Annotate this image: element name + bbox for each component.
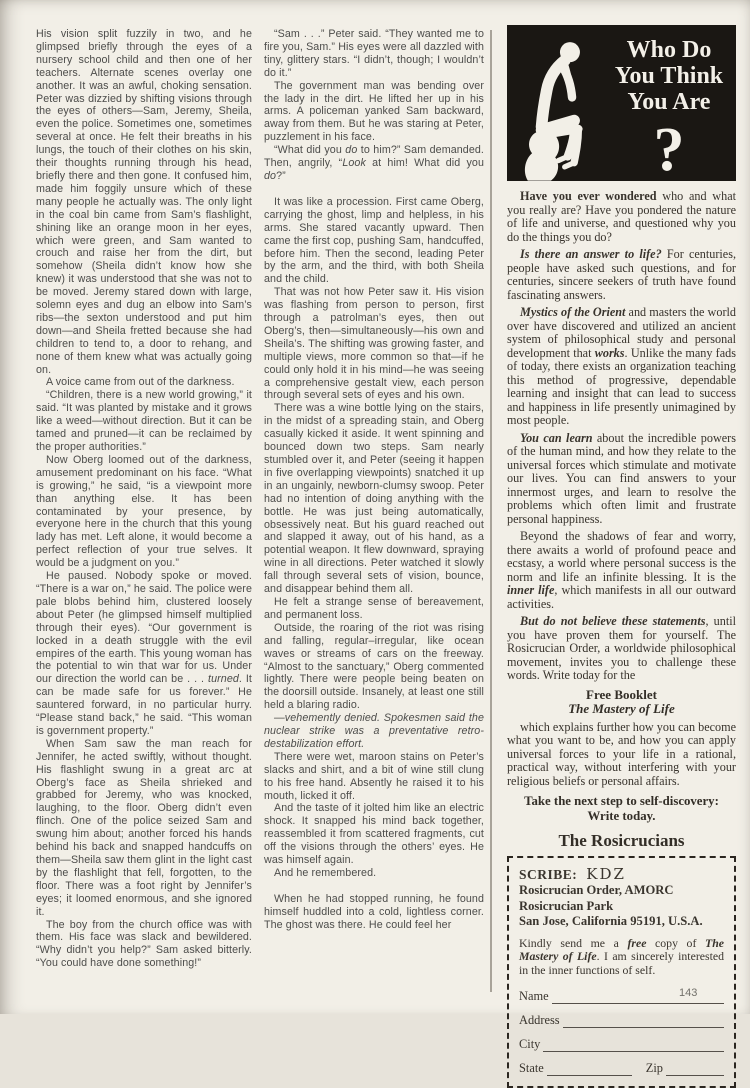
free-booklet-heading xyxy=(507,688,736,717)
ad-paragraph: Mystics of the Orient and masters the world over have discovered and utilized an ancient system of philosophical study and personal development that works. Unlike the many fads of today, there exists an organization teaching this method of progressive, dependable learning and insight that can lead to success and happiness in life presently unimagined by most people. xyxy=(507,305,736,427)
ad-paragraph: You can learn about the incredible powers of the human mind, and how they relate to the universal forces which stimulate and motivate our lives. You can find answers to your innermost urges, and learn to resolve the problems which often limit and frustrate personal happiness. xyxy=(507,430,736,526)
city-blank-line xyxy=(543,1038,724,1052)
ad-headline-line2: You Think xyxy=(614,63,724,89)
story-paragraph: It was like a procession. First came Oberg, carrying the ghost, limp and helpless, in his arms. She stared vacantly upward. Then came the first cop, pushing Sam, handcuffed, before him. Then the second, leading Peter by the arm, and the third, with both Sheila and the child. xyxy=(264,195,484,286)
address-label: Address xyxy=(519,1013,560,1028)
coupon-address-line: Rosicrucian Order, AMORC xyxy=(519,883,674,897)
story-column-left xyxy=(36,28,252,970)
story-paragraph: There were wet, maroon stains on Peter’s slacks and shirt, and a bit of wine still clung to his free hand. Absently he raised it to his mouth, licked it off. xyxy=(264,750,484,802)
free-booklet-title: Free Booklet xyxy=(586,686,657,702)
booklet-description: which explains further how you can become what you want to be, and how you can apply universal forces to your life in a rational, practical way, without interfering with your religious beliefs or personal affairs. xyxy=(507,719,736,788)
thinker-head xyxy=(560,42,580,62)
ad-paragraph: Is there an answer to life? For centuries, people have asked such questions, and for centuries, sincere seekers of truth have found fascinating answers. xyxy=(507,247,737,302)
page-number: 143 xyxy=(679,987,698,999)
ad-body-text xyxy=(507,190,736,683)
free-booklet-name: The Mastery of Life xyxy=(568,701,675,716)
story-paragraph: He paused. Nobody spoke or moved. “There is a war on,” he said. The police were pale blobs behind him, clustered loosely about Peter (he glimpsed himself multiplied through their eyes). “Our government is locked in a death struggle with the evil empires of the earth. This young woman has the potential to win that war for us. Under our direction the world can be . . . turned. It can be made safe for us forever.” He sauntered forward, in no particular hurry. “Please stand back,” he said. “This woman is government property.” xyxy=(36,570,252,737)
story-paragraph: There was a wine bottle lying on the stairs, in the midst of a spreading stain, and Oberg casually kicked it aside. It went spinning and bounced down two steps. Sam nearly stumbled over it, and Peter (seeing it happen in five overlapping viewpoints) snatched it up in an ungainly, newborn-clumsy swoop. Peter had no intention of doing anything with the bottle. He was just being automatically, obsessively neat. But his guard reached out and slapped it away, out of his hand, as a potential weapon. It flew downward, spraying wine in all directions. Peter watched it slowly fall through several sets of vision, bounce, and disappear behind them all. xyxy=(264,402,484,596)
city-field-row xyxy=(519,1037,724,1052)
scribe-row xyxy=(519,865,724,883)
story-paragraph: —vehemently denied. Spokesmen said the nuclear strike was a preventative retro-destabilization effort. xyxy=(264,712,484,750)
coupon-address-block xyxy=(519,883,724,930)
scribe-code: KDZ xyxy=(586,865,626,883)
story-paragraph: That was not how Peter saw it. His vision was flashing from person to person, first through a patrolman’s eyes, then out Oberg’s, then—simultaneously—his own and Sheila’s. The shifting was growing faster, and multiple views, more common so that—if he could only hold it in his mind—he was seeing a comprehensive gestalt view, each person through several sets of eyes and his own. xyxy=(264,286,484,402)
zip-label: Zip xyxy=(645,1061,663,1076)
city-label: City xyxy=(519,1037,541,1052)
story-paragraph: “Children, there is a new world growing,” it said. “It was planted by mistake and it grows like a weed—without direction. But it can be tamed and pruned—it can be reclaimed by the proper authorities.” xyxy=(36,389,252,453)
story-paragraph: His vision split fuzzily in two, and he glimpsed briefly through the eyes of a nursery school child and then one of her teachers. Alternate scenes overlay one another. It was an awful, choking sensation. Peter was dizzied by shifting visions through the eyes of others—Sam, Jeremy, Sheila, even the police. Sometimes one, sometimes several at once. He felt their breaths in his lungs, the touch of their clothes on his skin, their thoughts running through his head, briefly there and then gone. It confused him, made him foggily unsure which of these many people he actually was. The only light in the coal bin came from Sam’s flashlight, shining like an orange moon in her eyes, which were green, and Sam wanted to crouch and raise her from the dirt, but somehow (Sheila didn’t know how she knew) it was understood that she was not to be moved. Jeremy stared down with large, solemn eyes and dug an elbow into Sam’s ribs—the sexton understood and put him down—and Sheila fretted because she had children to tend to, a door to rehang, and none of them knew what was actually going on. xyxy=(36,28,252,376)
mail-in-coupon xyxy=(507,856,736,1088)
story-paragraph: He felt a strange sense of bereavement, and permanent loss. xyxy=(264,595,484,621)
rosicrucian-ad xyxy=(507,25,736,1088)
name-blank-line xyxy=(552,990,724,1004)
ad-headline-line1: Who Do xyxy=(626,37,712,63)
coupon-body-text: Kindly send me a free copy of The Mastery of Life. I am sincerely interested in the inner functions of self. xyxy=(519,935,725,977)
cta-line1: Take the next step to self-discovery: xyxy=(524,794,719,808)
address-field-row xyxy=(519,1013,724,1028)
story-paragraph: The government man was bending over the lady in the dirt. He lifted her up in his arms. A policeman yanked Sam backward, away from them. But he was staring at Peter, puzzlement in his face. xyxy=(264,79,484,144)
ad-paragraph: But do not believe these statements, until you have proven them for yourself. The Rosicrucian Order, a worldwide philosophical movement, invites you to challenge these words. Write today for the xyxy=(507,614,736,682)
zip-blank-line xyxy=(666,1062,724,1076)
ad-headline-line3: You Are xyxy=(627,89,711,115)
name-label: Name xyxy=(519,989,549,1004)
story-paragraph: And he remembered. xyxy=(274,867,377,879)
state-blank-line xyxy=(547,1062,632,1076)
address-blank-line xyxy=(563,1014,724,1028)
story-paragraph: When Sam saw the man reach for Jennifer, he acted swiftly, without thought. His flashlight swung in a great arc at Oberg’s face as Sheila shrieked and grabbed for Jeremy, who was knocked, laughing, to the floor. Oberg didn’t even flinch. One of the police seized Sam and swung him about; another forced his hands behind his back and snapped handcuffs on them—Sheila saw them glint in the light cast by the flashlight that fell, forgotten, to the floor. There was a foot right by Jennifer’s eyes; it loomed enormous, and she ignored it. xyxy=(36,737,252,918)
story-paragraph: A voice came from out of the darkness. xyxy=(46,376,235,389)
story-paragraph: Outside, the roaring of the riot was rising and falling, regular–irregular, like ocean waves or streams of cars on the freeway. “Almost to the sanctuary,” Oberg commented lightly. There were people being beaten on the doorsill outside. Insanely, at least one still held a blaring radio. xyxy=(264,621,484,712)
state-zip-field-row xyxy=(519,1061,724,1076)
coupon-address-line: Rosicrucian Park xyxy=(519,898,614,913)
organization-name: The Rosicrucians xyxy=(558,831,685,850)
ad-headline-box xyxy=(507,25,736,184)
column-divider xyxy=(490,30,492,992)
thinker-statue-icon xyxy=(511,35,611,183)
ad-paragraph: Beyond the shadows of fear and worry, there awaits a world of profound peace and ecstasy, a world where personal success is the norm and life an infinite blessing. It is the inner life, which manifests in all our outward activities. xyxy=(507,529,736,611)
state-label: State xyxy=(519,1061,544,1076)
story-paragraph: And the taste of it jolted him like an electric shock. It snapped his mind back together, reassembled it from scattered fragments, cut off the visions through the others’ eyes. He was himself again. xyxy=(264,802,484,867)
question-mark: ? xyxy=(653,116,685,184)
ad-paragraph: Have you ever wondered who and what you really are? Have you pondered the nature of life and universe, and questioned why you do the things you do? xyxy=(507,189,736,244)
scribe-label: SCRIBE: xyxy=(519,867,578,882)
cta-line2: Write today. xyxy=(587,808,656,823)
story-column-middle xyxy=(264,28,484,932)
story-paragraph: Now Oberg loomed out of the darkness, amusement predominant on his face. “What is growing,” he said, “is a viewpoint more than anything else. It has been contaminated by your presence, by everyone here in the church that this young lady has met. Left alone, it would become a perfect reflection of your true selves. It would be a judgment on you.” xyxy=(36,453,252,570)
story-paragraph: The boy from the church office was with them. His face was slack and bewildered. “Why didn’t you help?” Sam asked bitterly. “You could have done something!” xyxy=(36,918,252,970)
story-paragraph: “What did you do to him?” Sam demanded. Then, angrily, “Look at him! What did you do?” xyxy=(264,144,484,182)
call-to-action xyxy=(507,794,736,823)
coupon-address-line: San Jose, California 95191, U.S.A. xyxy=(519,914,703,928)
ad-headline xyxy=(608,37,730,184)
story-paragraph: When he had stopped running, he found himself huddled into a cold, lightless corner. The ghost was there. He could feel her xyxy=(264,892,484,931)
story-paragraph: “Sam . . .” Peter said. “They wanted me to fire you, Sam.” His eyes were all dazzled with tiny, glittery stars. “I didn’t, though; I wouldn’t do it.” xyxy=(264,28,484,79)
